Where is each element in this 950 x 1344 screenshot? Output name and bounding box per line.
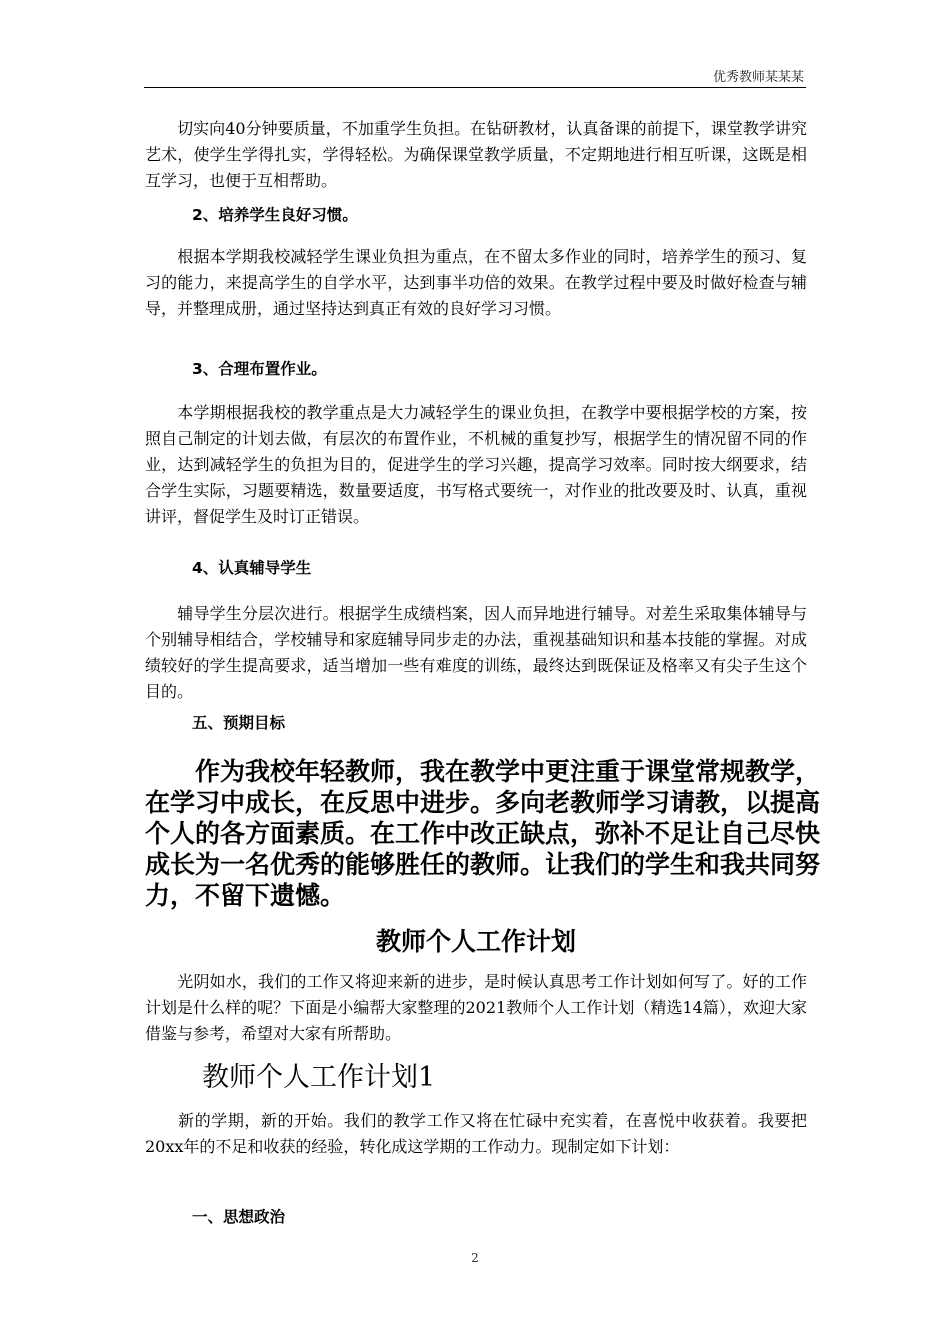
- section-heading-habits: 2、培养学生良好习惯。: [192, 206, 358, 224]
- plan-heading-1: 教师个人工作计划1: [202, 1062, 436, 1093]
- document-title: 教师个人工作计划: [375, 927, 576, 956]
- running-header: 优秀教师某某某: [712, 70, 804, 85]
- paragraph-homework: 本学期根据我校的教学重点是大力减轻学生的课业负担，在教学中要根据学校的方案，按照自己制定的计划去做，有层次的布置作业，不机械的重复抄写，根据学生的情况留不同的作业，达到减轻学生的负担为目的，促进学生的学习兴趣，提高学习效率。同时按大纲要求，结合学生实际，习题要精选，数量要适度，书写格式要统一，对作业的批改要及时、认真，重视讲评，督促学生及时订正错误。: [145, 403, 807, 526]
- section-heading-tutoring: 4、认真辅导学生: [192, 559, 312, 577]
- paragraph-new-semester: 新的学期，新的开始。我们的教学工作又将在忙碌中充实着，在喜悦中收获着。我要把20xx年的不足和收获的经验，转化成这学期的工作动力。现制定如下计划：: [145, 1111, 807, 1156]
- paragraph-tutoring: 辅导学生分层次进行。根据学生成绩档案，因人而异地进行辅导。对差生采取集体辅导与个别辅导相结合，学校辅导和家庭辅导同步走的办法，重视基础知识和基本技能的掌握。对成绩较好的学生提高要求，适当增加一些有难度的训练，最终达到既保证及格率又有尖子生这个目的。: [145, 604, 807, 701]
- paragraph-goals-large: 作为我校年轻教师，我在教学中更注重于课堂常规教学，在学习中成长，在反思中进步。多向老教师学习请教，以提高个人的各方面素质。在工作中改正缺点，弥补不足让自己尽快成长为一名优秀的能够胜任的教师。让我们的学生和我共同努力，不留下遗憾。: [145, 757, 821, 910]
- header-divider: [144, 87, 806, 88]
- paragraph-habits: 根据本学期我校减轻学生课业负担为重点，在不留太多作业的同时，培养学生的预习、复习的能力，来提高学生的自学水平，达到事半功倍的效果。在教学过程中要及时做好检查与辅导，并整理成册，通过坚持达到真正有效的良好学习习惯。: [145, 247, 807, 318]
- paragraph-class-quality: 切实向40分钟要质量，不加重学生负担。在钻研教材，认真备课的前提下，课堂教学讲究艺术，使学生学得扎实，学得轻松。为确保课堂教学质量，不定期地进行相互听课，这既是相互学习，也便于互相帮助。: [145, 119, 807, 190]
- paragraph-intro: 光阴如水，我们的工作又将迎来新的进步，是时候认真思考工作计划如何写了。好的工作计划是什么样的呢？下面是小编帮大家整理的2021教师个人工作计划（精选14篇），欢迎大家借鉴与参考，希望对大家有所帮助。: [145, 972, 807, 1043]
- page-number: 2: [471, 1251, 479, 1265]
- section-heading-homework: 3、合理布置作业。: [192, 360, 327, 378]
- section-heading-politics: 一、思想政治: [192, 1208, 286, 1226]
- section-heading-goals: 五、预期目标: [192, 714, 286, 732]
